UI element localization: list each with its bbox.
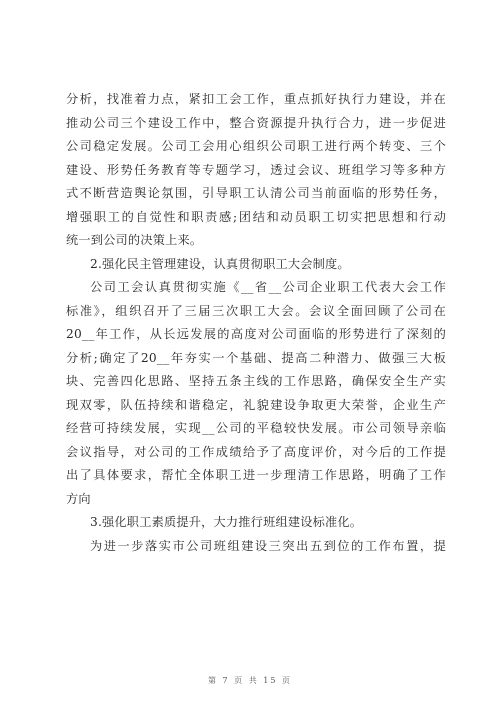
text-line: 推动公司三个建设工作中，整合资源提升执行合力，进一步促进: [66, 115, 446, 130]
text-line: 增强职工的自觉性和职责感;团结和动员职工切实把思想和行动: [66, 209, 446, 224]
text-line: 为进一步落实市公司班组建设三突出五到位的工作布置，提: [90, 538, 446, 553]
document-body: [66, 88, 446, 558]
text-line: 3.强化职工素质提升，大力推行班组建设标准化。: [90, 515, 363, 529]
text-line: 统一到公司的决策上来。: [66, 233, 203, 247]
text-line: 20__年工作，从长远发展的高度对公司面临的形势进行了深刻的: [66, 327, 446, 341]
text-line: 2.强化民主管理建设，认真贯彻职工大会制度。: [90, 256, 350, 271]
text-line: 会议指导，对公司的工作成绩给予了高度评价，对今后的工作提: [66, 444, 446, 459]
text-line: 出了具体要求，帮忙全体职工进一步理清工作思路，明确了工作: [66, 468, 446, 482]
page-footer: 第 7 页 共 15 页: [208, 676, 292, 685]
text-line: 分析;确定了20__年夯实一个基础、提高二种潜力、做强三大板: [66, 350, 446, 365]
text-line: 公司工会认真贯彻实施《__省__公司企业职工代表大会工作: [90, 280, 446, 294]
text-line: 经营可持续发展，实现__公司的平稳较快发展。市公司领导亲临: [66, 421, 446, 435]
text-line: 建设、形势任务教育等专题学习，透过会议、班组学习等多种方: [66, 162, 446, 177]
text-line: 方向: [66, 491, 91, 506]
text-line: 现双零，队伍持续和谐稳定，礼貌建设争取更大荣誉，企业生产: [66, 397, 446, 412]
text-line: 公司稳定发展。公司工会用心组织公司职工进行两个转变、三个: [66, 139, 446, 153]
text-line: 式不断营造舆论氛围，引导职工认清公司当前面临的形势任务，: [66, 186, 446, 200]
text-line: 标准》，组织召开了三届三次职工大会。会议全面回顾了公司在: [66, 303, 446, 318]
text-line: 分析，找准着力点，紧扣工会工作，重点抓好执行力建设，并在: [66, 92, 446, 106]
text-line: 块、完善四化思路、坚持五条主线的工作思路，确保安全生产实: [66, 374, 446, 388]
